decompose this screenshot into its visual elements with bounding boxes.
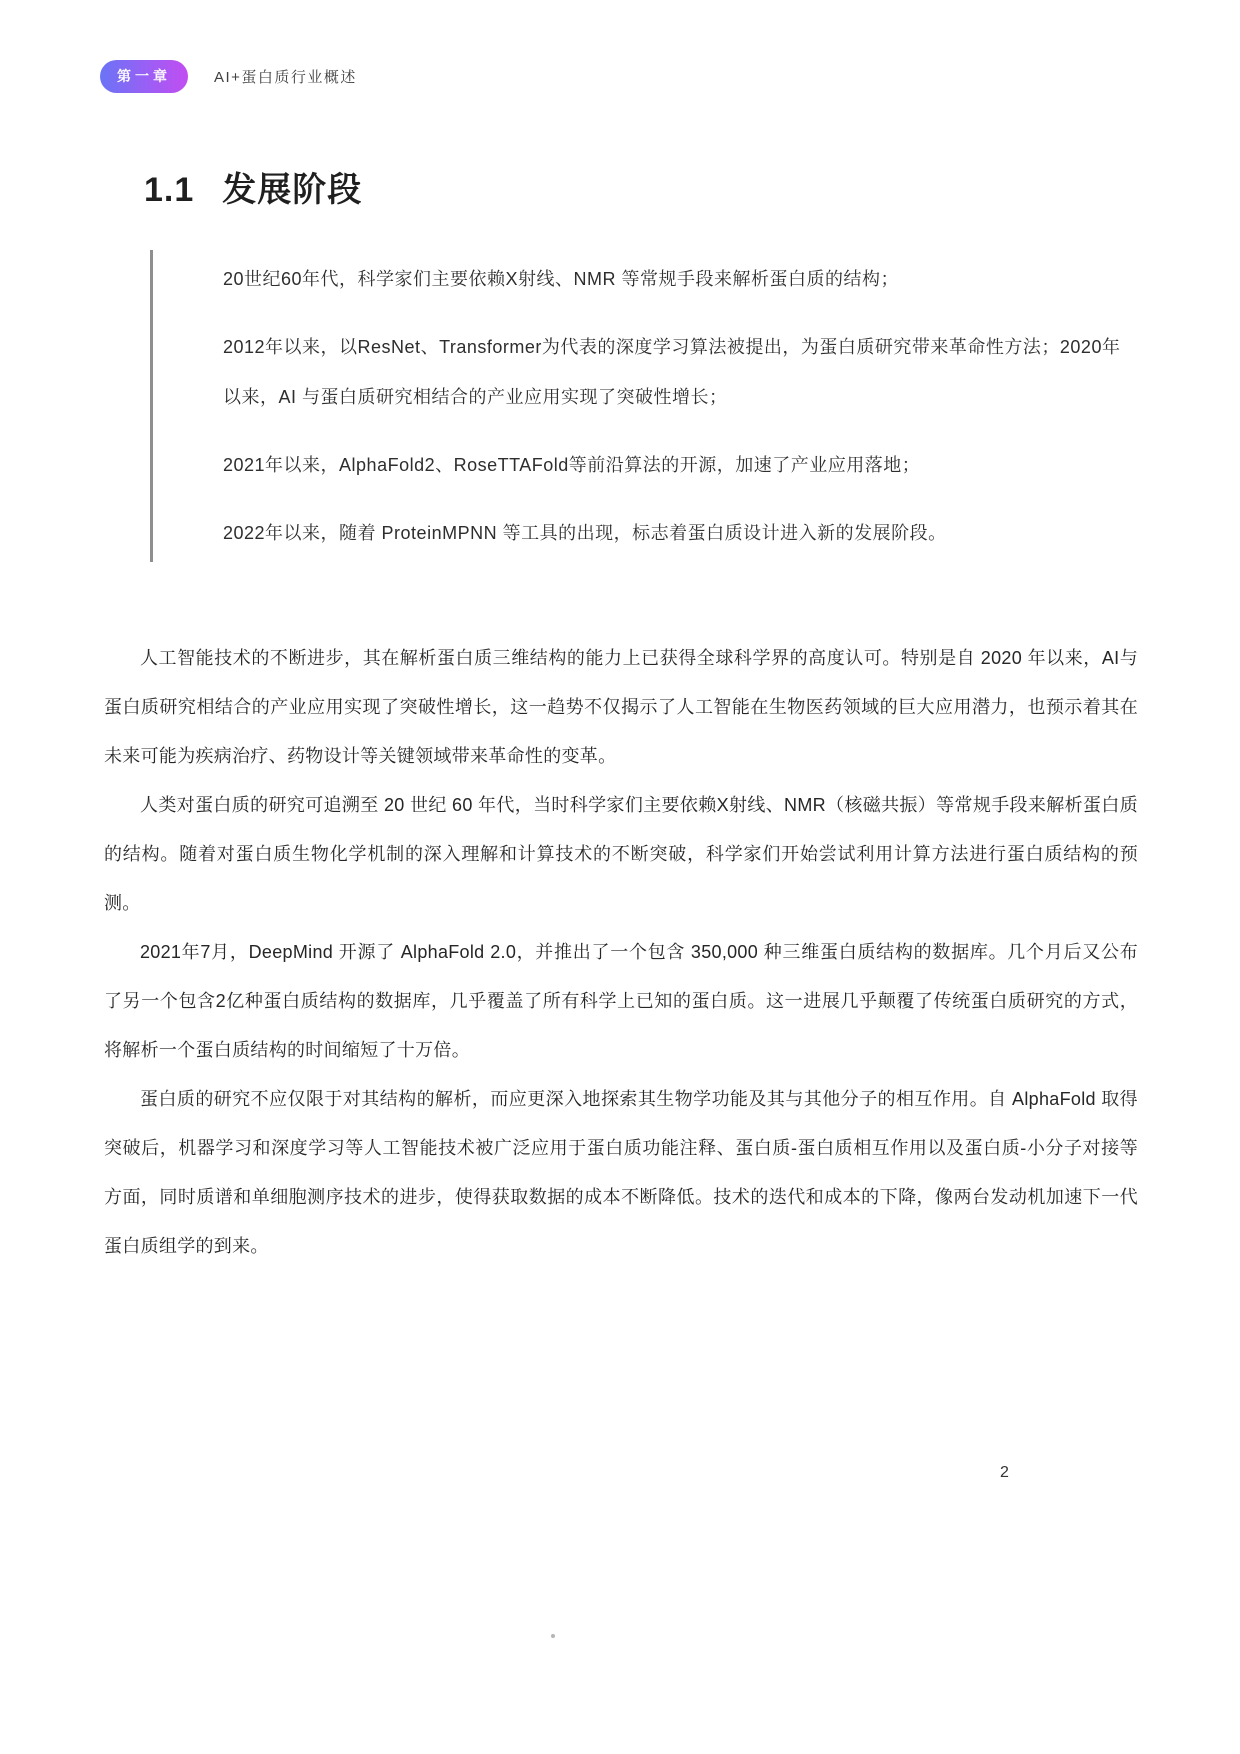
page-number: 2 bbox=[1000, 1464, 1009, 1481]
quote-item: 2021年以来，AlphaFold2、RoseTTAFold等前沿算法的开源，加速了产业应用落地； bbox=[223, 455, 921, 475]
chapter-title: AI+蛋白质行业概述 bbox=[214, 69, 357, 86]
section-title bbox=[144, 162, 362, 211]
body-paragraph: 人工智能技术的不断进步，其在解析蛋白质三维结构的能力上已获得全球科学界的高度认可。特别是自 2020 年以来，AI与蛋白质研究相结合的产业应用实现了突破性增长，这一趋势不仅揭示了人工智能在生物医药领域的巨大应用潜力，也预示着其在未来可能为疾病治疗、药物设计等关键领域带来革命性的变革。 bbox=[104, 648, 1138, 766]
body-paragraph: 2021年7月，DeepMind 开源了 AlphaFold 2.0，并推出了一个包含 350,000 种三维蛋白质结构的数据库。几个月后又公布了另一个包含2亿种蛋白质结构的数据库，几乎覆盖了所有科学上已知的蛋白质。这一进展几乎颠覆了传统蛋白质研究的方式，将解析一个蛋白质结构的时间缩短了十万倍。 bbox=[104, 942, 1138, 1060]
chapter-header bbox=[100, 60, 357, 93]
section-number: 1.1 bbox=[144, 171, 195, 209]
quote-item: 2022年以来，随着 ProteinMPNN 等工具的出现，标志着蛋白质设计进入新的发展阶段。 bbox=[223, 523, 947, 543]
section-name: 发展阶段 bbox=[222, 171, 363, 209]
chapter-badge: 第一章 bbox=[100, 60, 188, 93]
footer-dot bbox=[551, 1634, 555, 1638]
body-paragraph: 蛋白质的研究不应仅限于对其结构的解析，而应更深入地探索其生物学功能及其与其他分子的相互作用。自 AlphaFold 取得突破后，机器学习和深度学习等人工智能技术被广泛应用于蛋白质功能注释、蛋白质-蛋白质相互作用以及蛋白质-小分子对接等方面，同时质谱和单细胞测序技术的进步，使得获取数据的成本不断降低。技术的迭代和成本的下降，像两台发动机加速下一代蛋白质组学的到来。 bbox=[104, 1089, 1138, 1256]
body-text bbox=[104, 634, 1138, 1271]
quote-item: 2012年以来，以ResNet、Transformer为代表的深度学习算法被提出，为蛋白质研究带来革命性方法；2020年以来，AI 与蛋白质研究相结合的产业应用实现了突破性增长； bbox=[223, 337, 1121, 407]
quote-item: 20世纪60年代，科学家们主要依赖X射线、NMR 等常规手段来解析蛋白质的结构； bbox=[223, 269, 900, 289]
body-paragraph: 人类对蛋白质的研究可追溯至 20 世纪 60 年代，当时科学家们主要依赖X射线、NMR（核磁共振）等常规手段来解析蛋白质的结构。随着对蛋白质生物化学机制的深入理解和计算技术的不断突破，科学家们开始尝试利用计算方法进行蛋白质结构的预测。 bbox=[104, 795, 1138, 913]
timeline-quote bbox=[150, 250, 1136, 562]
